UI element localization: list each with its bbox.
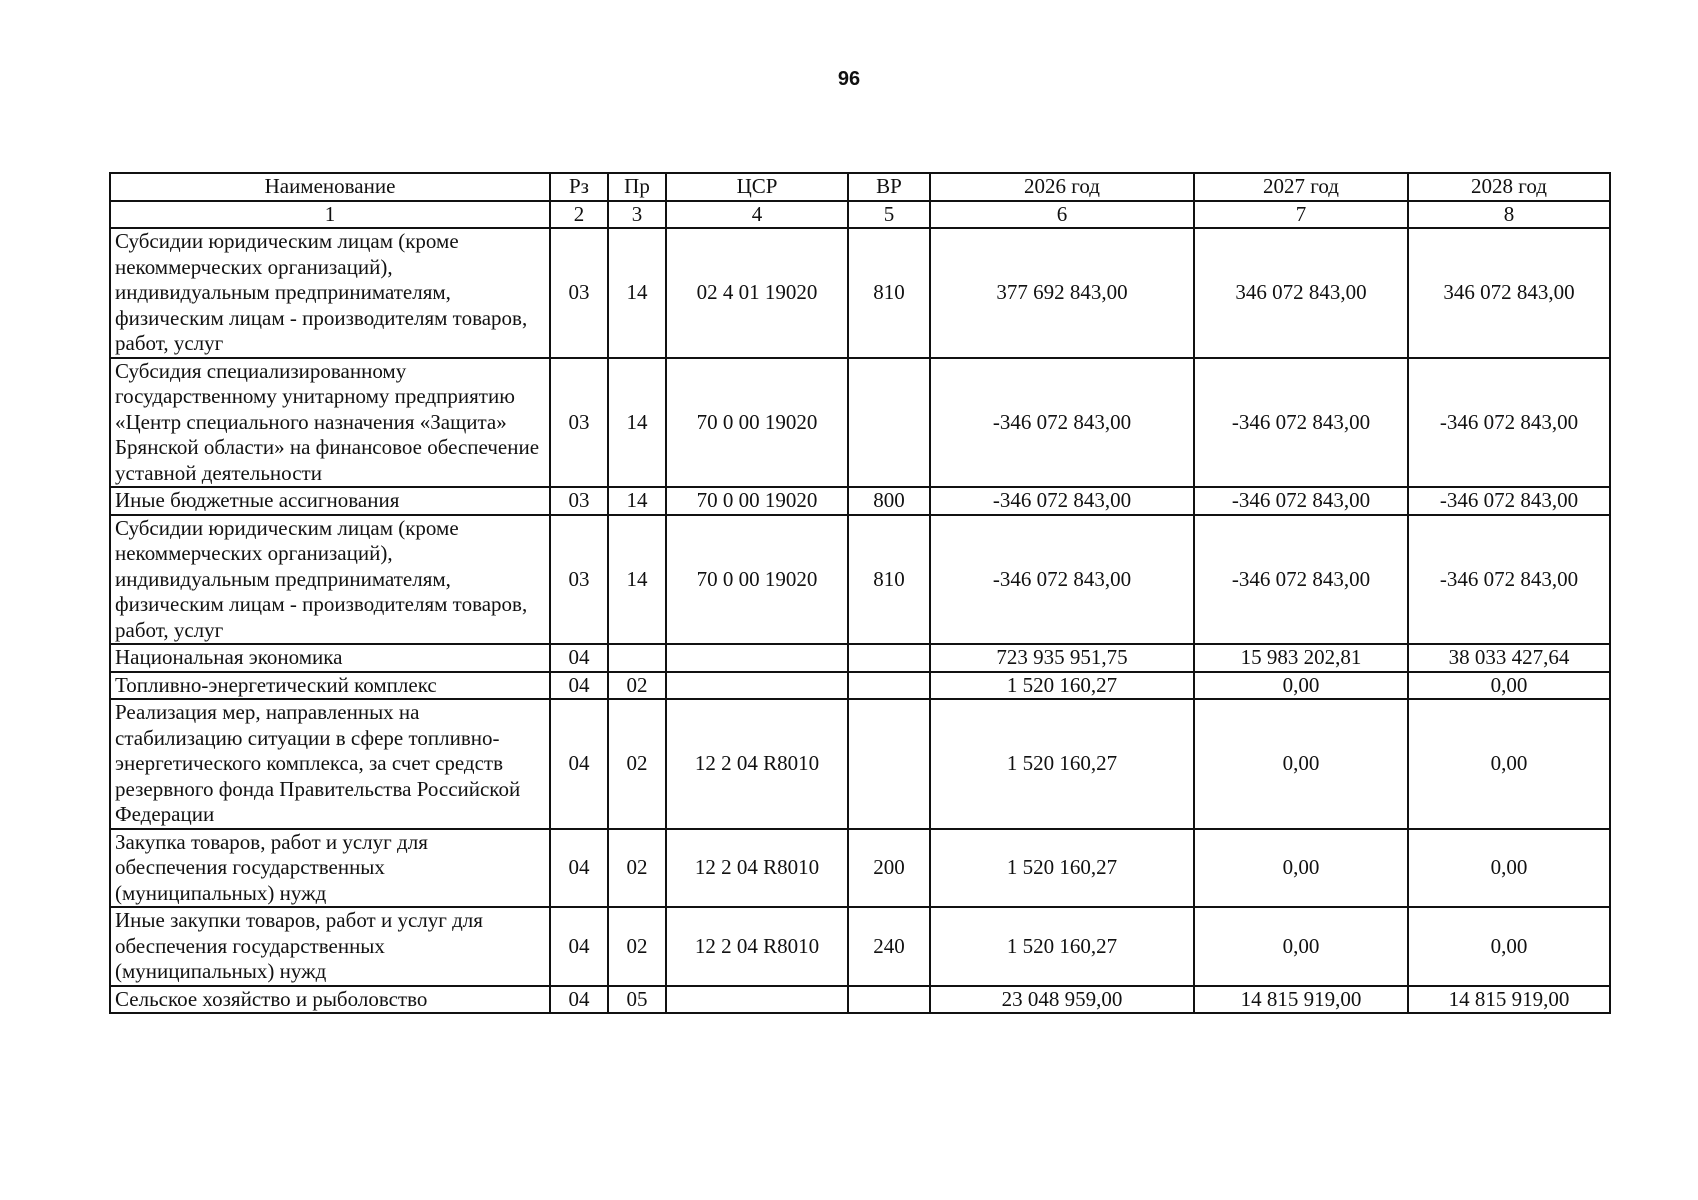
row-2028: -346 072 843,00 xyxy=(1408,358,1610,488)
table-row xyxy=(110,358,1610,488)
row-2026: 1 520 160,27 xyxy=(930,699,1194,829)
row-vr: 810 xyxy=(848,228,930,358)
column-number: 7 xyxy=(1194,201,1408,229)
row-2027: -346 072 843,00 xyxy=(1194,515,1408,645)
header-vr: ВР xyxy=(848,173,930,201)
row-rz: 03 xyxy=(550,515,608,645)
header-name: Наименование xyxy=(110,173,550,201)
row-2028: 346 072 843,00 xyxy=(1408,228,1610,358)
row-rz: 04 xyxy=(550,829,608,908)
row-name: Закупка товаров, работ и услуг для обеспечения государственных (муниципальных) нужд xyxy=(110,829,550,908)
row-name: Национальная экономика xyxy=(110,644,550,672)
column-number: 3 xyxy=(608,201,666,229)
row-vr xyxy=(848,986,930,1014)
column-number: 6 xyxy=(930,201,1194,229)
row-2026: -346 072 843,00 xyxy=(930,515,1194,645)
row-rz: 03 xyxy=(550,358,608,488)
row-2028: 0,00 xyxy=(1408,829,1610,908)
row-2026: 1 520 160,27 xyxy=(930,672,1194,700)
row-2028: -346 072 843,00 xyxy=(1408,515,1610,645)
column-number: 1 xyxy=(110,201,550,229)
row-pr: 02 xyxy=(608,699,666,829)
row-vr: 810 xyxy=(848,515,930,645)
row-pr: 02 xyxy=(608,907,666,986)
row-rz: 04 xyxy=(550,986,608,1014)
row-2027: -346 072 843,00 xyxy=(1194,487,1408,515)
row-vr: 800 xyxy=(848,487,930,515)
row-2027: -346 072 843,00 xyxy=(1194,358,1408,488)
column-number-row xyxy=(110,201,1610,229)
page-number: 96 xyxy=(837,68,861,90)
row-csr: 70 0 00 19020 xyxy=(666,515,848,645)
row-2027: 0,00 xyxy=(1194,829,1408,908)
row-pr: 02 xyxy=(608,672,666,700)
table-row xyxy=(110,672,1610,700)
header-2027: 2027 год xyxy=(1194,173,1408,201)
row-2026: -346 072 843,00 xyxy=(930,487,1194,515)
row-2026: 23 048 959,00 xyxy=(930,986,1194,1014)
row-vr xyxy=(848,644,930,672)
row-2026: 723 935 951,75 xyxy=(930,644,1194,672)
header-rz: Рз xyxy=(550,173,608,201)
row-name: Иные закупки товаров, работ и услуг для обеспечения государственных (муниципальных) нужд xyxy=(110,907,550,986)
budget-table xyxy=(109,172,1611,1014)
row-pr: 14 xyxy=(608,487,666,515)
row-vr xyxy=(848,699,930,829)
row-csr: 12 2 04 R8010 xyxy=(666,699,848,829)
row-csr xyxy=(666,644,848,672)
row-rz: 04 xyxy=(550,907,608,986)
row-pr: 05 xyxy=(608,986,666,1014)
row-csr: 70 0 00 19020 xyxy=(666,358,848,488)
table-row xyxy=(110,699,1610,829)
table-row xyxy=(110,986,1610,1014)
row-csr: 02 4 01 19020 xyxy=(666,228,848,358)
table-row xyxy=(110,644,1610,672)
row-2027: 0,00 xyxy=(1194,672,1408,700)
column-number: 5 xyxy=(848,201,930,229)
row-2027: 346 072 843,00 xyxy=(1194,228,1408,358)
row-rz: 03 xyxy=(550,228,608,358)
row-pr: 14 xyxy=(608,358,666,488)
row-name: Топливно-энергетический комплекс xyxy=(110,672,550,700)
row-rz: 03 xyxy=(550,487,608,515)
row-2026: 1 520 160,27 xyxy=(930,907,1194,986)
table-row xyxy=(110,515,1610,645)
table-row xyxy=(110,487,1610,515)
row-name: Субсидии юридическим лицам (кроме некоммерческих организаций), индивидуальным предпринимателям, физическим лицам - производителям товаров, работ, услуг xyxy=(110,515,550,645)
row-csr xyxy=(666,986,848,1014)
row-2028: -346 072 843,00 xyxy=(1408,487,1610,515)
row-2026: 1 520 160,27 xyxy=(930,829,1194,908)
row-2027: 15 983 202,81 xyxy=(1194,644,1408,672)
row-rz: 04 xyxy=(550,644,608,672)
row-vr: 240 xyxy=(848,907,930,986)
row-2027: 0,00 xyxy=(1194,699,1408,829)
row-2026: -346 072 843,00 xyxy=(930,358,1194,488)
row-rz: 04 xyxy=(550,699,608,829)
row-vr: 200 xyxy=(848,829,930,908)
row-name: Реализация мер, направленных на стабилизацию ситуации в сфере топливно-энергетического комплекса, за счет средств резервного фонда Правительства Российской Федерации xyxy=(110,699,550,829)
row-name: Иные бюджетные ассигнования xyxy=(110,487,550,515)
row-2028: 0,00 xyxy=(1408,907,1610,986)
header-pr: Пр xyxy=(608,173,666,201)
row-2026: 377 692 843,00 xyxy=(930,228,1194,358)
column-number: 4 xyxy=(666,201,848,229)
row-csr: 70 0 00 19020 xyxy=(666,487,848,515)
row-name: Сельское хозяйство и рыболовство xyxy=(110,986,550,1014)
row-csr: 12 2 04 R8010 xyxy=(666,907,848,986)
row-name: Субсидии юридическим лицам (кроме некоммерческих организаций), индивидуальным предпринимателям, физическим лицам - производителям товаров, работ, услуг xyxy=(110,228,550,358)
row-2028: 14 815 919,00 xyxy=(1408,986,1610,1014)
row-csr: 12 2 04 R8010 xyxy=(666,829,848,908)
header-2026: 2026 год xyxy=(930,173,1194,201)
row-rz: 04 xyxy=(550,672,608,700)
row-2027: 14 815 919,00 xyxy=(1194,986,1408,1014)
row-vr xyxy=(848,358,930,488)
table-header-row xyxy=(110,173,1610,201)
table-row xyxy=(110,829,1610,908)
header-csr: ЦСР xyxy=(666,173,848,201)
row-name: Субсидия специализированному государственному унитарному предприятию «Центр специального назначения «Защита» Брянской области» на финансовое обеспечение уставной деятельности xyxy=(110,358,550,488)
column-number: 2 xyxy=(550,201,608,229)
row-pr xyxy=(608,644,666,672)
row-pr: 14 xyxy=(608,228,666,358)
row-csr xyxy=(666,672,848,700)
row-2028: 0,00 xyxy=(1408,672,1610,700)
table-row xyxy=(110,228,1610,358)
row-pr: 02 xyxy=(608,829,666,908)
row-2028: 0,00 xyxy=(1408,699,1610,829)
row-vr xyxy=(848,672,930,700)
row-2027: 0,00 xyxy=(1194,907,1408,986)
column-number: 8 xyxy=(1408,201,1610,229)
table-row xyxy=(110,907,1610,986)
header-2028: 2028 год xyxy=(1408,173,1610,201)
row-pr: 14 xyxy=(608,515,666,645)
row-2028: 38 033 427,64 xyxy=(1408,644,1610,672)
